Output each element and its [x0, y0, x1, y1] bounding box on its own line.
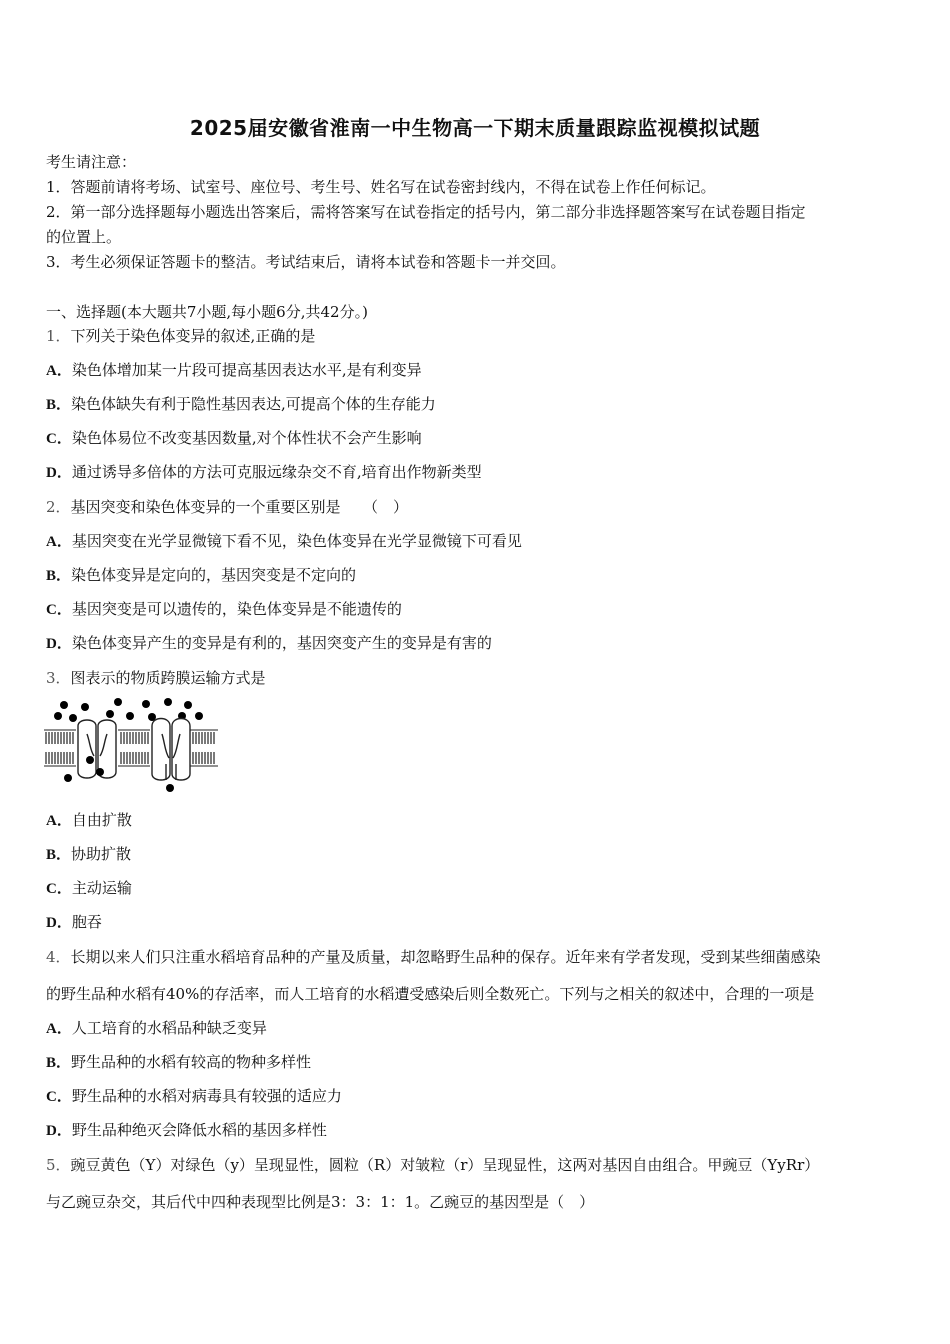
question-stem: 图表示的物质跨膜运输方式是	[70, 669, 266, 687]
question-1	[46, 326, 906, 346]
lipid-bilayer	[44, 730, 218, 766]
option-3c: C．主动运输	[46, 879, 132, 897]
option-2b: B．染色体变异是定向的，基因突变是不定向的	[46, 566, 357, 584]
option-1b: B．染色体缺失有利于隐性基因表达,可提高个体的生存能力	[46, 395, 436, 413]
option-1a: A．染色体增加某一片段可提高基因表达水平,是有利变异	[46, 361, 422, 379]
option-3a: A．自由扩散	[46, 811, 132, 829]
page-title: 2025届安徽省淮南一中生物高一下期末质量跟踪监视模拟试题	[189, 116, 761, 140]
membrane-transport-diagram	[42, 694, 220, 794]
question-number: 2．	[46, 498, 71, 516]
question-stem: 基因突变和染色体变异的一个重要区别是 （ ）	[70, 498, 409, 516]
notice-item-3: 3．考生必须保证答题卡的整洁。考试结束后，请将本试卷和答题卡一并交回。	[46, 253, 566, 271]
notice-item-2: 2．第一部分选择题每小题选出答案后，需将答案写在试卷指定的括号内，第二部分非选择题答案写在试卷题目指定	[46, 203, 806, 221]
question-5	[46, 1155, 906, 1175]
question-stem: 豌豆黄色（Y）对绿色（y）呈现显性，圆粒（R）对皱粒（r）呈现显性，这两对基因自由组合。甲豌豆（YyRr）	[70, 1156, 820, 1174]
carrier-protein-icon	[78, 720, 116, 778]
question-4-cont: 的野生品种水稻有40%的存活率，而人工培育的水稻遭受感染后则全数死亡。下列与之相关的叙述中，合理的一项是	[46, 985, 815, 1003]
particle-in-channel	[86, 756, 94, 764]
option-3d: D．胞吞	[46, 913, 102, 931]
question-stem: 长期以来人们只注重水稻培育品种的产量及质量，却忽略野生品种的保存。近年来有学者发现，受到某些细菌感染	[70, 948, 821, 966]
notice-heading: 考生请注意：	[46, 153, 137, 171]
question-5-cont: 与乙豌豆杂交，其后代中四种表现型比例是3：3：1：1。乙豌豆的基因型是（ ）	[46, 1193, 595, 1211]
section-heading: 一、选择题(本大题共7小题,每小题6分,共42分。)	[46, 303, 368, 321]
notice-item-1: 1．答题前请将考场、试室号、座位号、考生号、姓名写在试卷密封线内，不得在试卷上作任何标记。	[46, 178, 716, 196]
option-1c: C．染色体易位不改变基因数量,对个体性状不会产生影响	[46, 429, 422, 447]
option-2d: D．染色体变异产生的变异是有利的，基因突变产生的变异是有害的	[46, 634, 492, 652]
question-3	[46, 668, 906, 688]
carrier-protein-icon	[152, 719, 190, 781]
question-number: 3．	[46, 669, 71, 687]
option-2c: C．基因突变是可以遗传的，染色体变异是不能遗传的	[46, 600, 402, 618]
option-4a: A．人工培育的水稻品种缺乏变异	[46, 1019, 267, 1037]
option-2a: A．基因突变在光学显微镜下看不见，染色体变异在光学显微镜下可看见	[46, 532, 522, 550]
option-4d: D．野生品种绝灭会降低水稻的基因多样性	[46, 1121, 327, 1139]
question-4	[46, 947, 906, 967]
notice-item-2-cont: 的位置上。	[46, 228, 122, 246]
question-number: 1．	[46, 327, 71, 345]
option-1d: D．通过诱导多倍体的方法可克服远缘杂交不育,培育出作物新类型	[46, 463, 482, 481]
question-number: 5．	[46, 1156, 71, 1174]
question-2	[46, 497, 906, 517]
option-4b: B．野生品种的水稻有较高的物种多样性	[46, 1053, 312, 1071]
question-number: 4．	[46, 948, 71, 966]
question-stem: 下列关于染色体变异的叙述,正确的是	[70, 327, 316, 345]
option-3b: B．协助扩散	[46, 845, 132, 863]
option-4c: C．野生品种的水稻对病毒具有较强的适应力	[46, 1087, 342, 1105]
